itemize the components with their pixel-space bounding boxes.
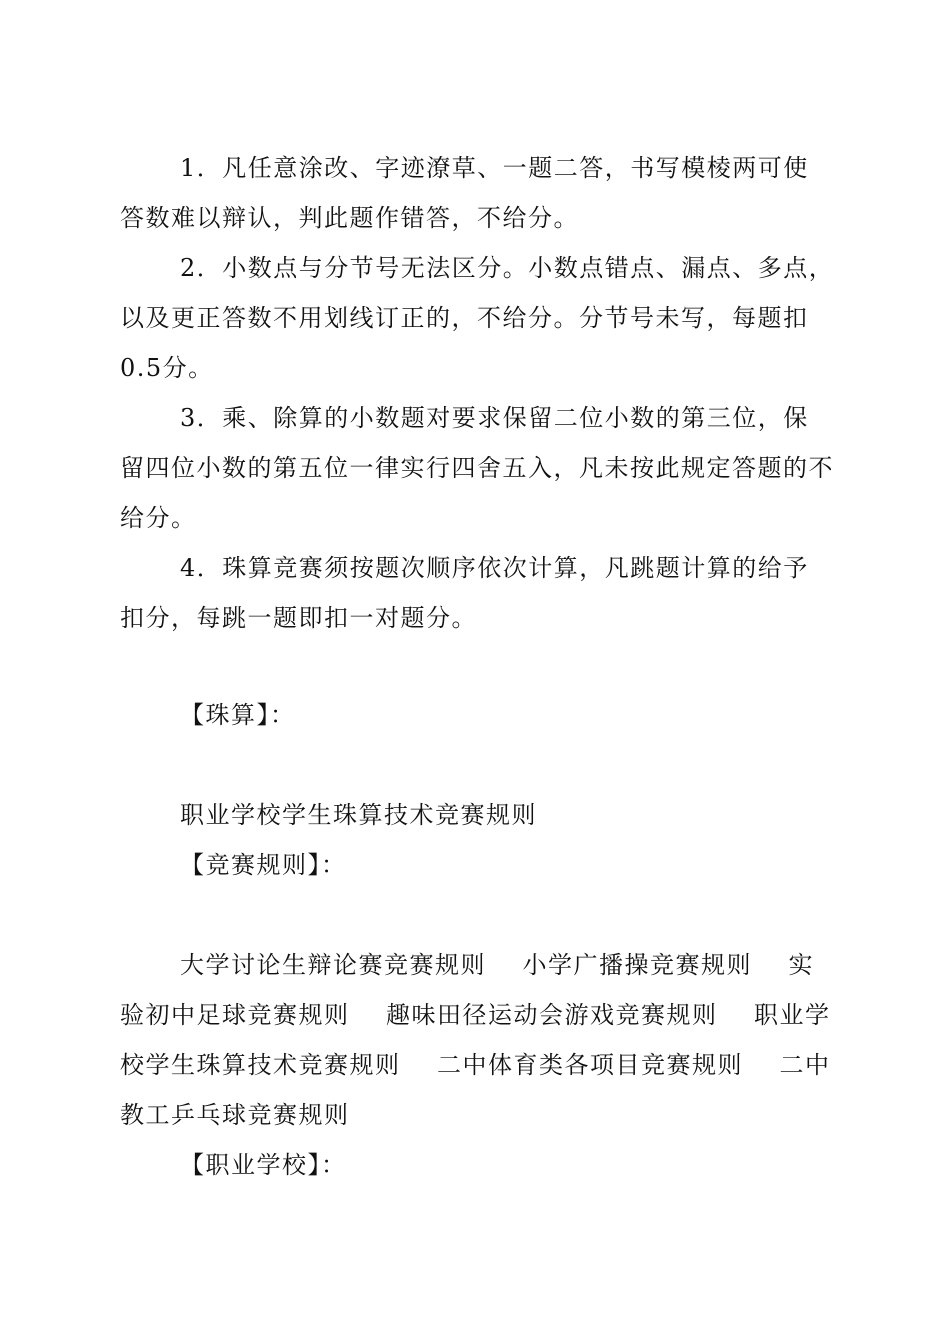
rule-3-line-1: 3．乘、除算的小数题对要求保留二位小数的第三位，保 xyxy=(180,404,809,432)
tag-abacus: 【珠算】： xyxy=(180,701,296,729)
rule-3-line-2: 留四位小数的第五位一律实行四舍五入，凡未按此规定答题的不 xyxy=(120,454,834,482)
rule-4-line-1: 4．珠算竞赛须按题次顺序依次计算，凡跳题计算的给予 xyxy=(180,554,809,582)
related-links-line-1[interactable]: 大学讨论生辩论赛竞赛规则 小学广播操竞赛规则 实 xyxy=(180,951,815,979)
rule-2-line-2: 以及更正答数不用划线订正的，不给分。分节号未写，每题扣 xyxy=(120,304,809,332)
related-links-line-3[interactable]: 校学生珠算技术竞赛规则 二中体育类各项目竞赛规则 二中 xyxy=(120,1051,831,1079)
related-links-line-4[interactable]: 教工乒乓球竞赛规则 xyxy=(120,1101,350,1129)
rule-3-line-3: 给分。 xyxy=(120,504,197,532)
tag-competition-rules: 【竞赛规则】： xyxy=(180,851,347,879)
rule-2-line-1: 2．小数点与分节号无法区分。小数点错点、漏点、多点， xyxy=(180,254,835,282)
rule-2-line-3: 0.5分。 xyxy=(120,354,214,382)
related-links-line-2[interactable]: 验初中足球竞赛规则 趣味田径运动会游戏竞赛规则 职业学 xyxy=(120,1001,831,1029)
rule-4-line-2: 扣分，每跳一题即扣一对题分。 xyxy=(120,604,477,632)
tag-vocational-school: 【职业学校】： xyxy=(180,1151,347,1179)
article-title: 职业学校学生珠算技术竞赛规则 xyxy=(180,801,537,829)
rule-1-line-1: 1．凡任意涂改、字迹潦草、一题二答，书写模棱两可使 xyxy=(180,154,809,182)
rule-1-line-2: 答数难以辩认，判此题作错答，不给分。 xyxy=(120,204,579,232)
